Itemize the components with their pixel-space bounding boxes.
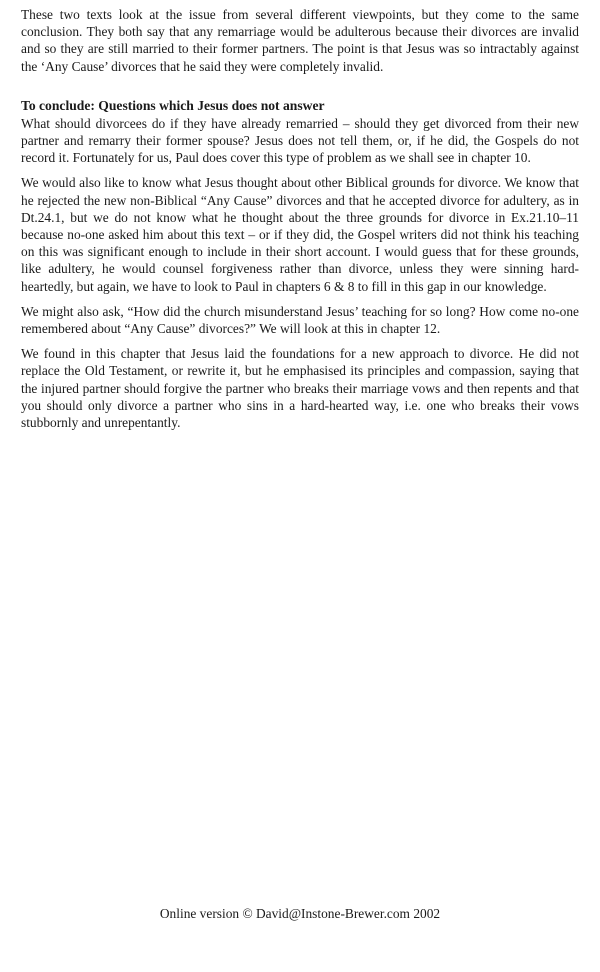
conclusion-section [21, 97, 579, 431]
section-heading: To conclude: Questions which Jesus does not answer [21, 97, 325, 113]
paragraph-remarried-divorcees: What should divorcees do if they have already remarried – should they get divorced from their new partner and remarry their former spouse? Jesus does not tell them, or, if he did, the Gospels do not record it. Fortunately for us, Paul does cover this type of problem as we shall see in chapter 10. [21, 115, 579, 166]
paragraph-biblical-grounds: We would also like to know what Jesus thought about other Biblical grounds for divorce. We know that he rejected the new non-Biblical “Any Cause” divorces and that he accepted divorce for adultery, as in Dt.24.1, but we do not know what he thought about the three grounds for divorce in Ex.21.10–11 because no-one asked him about this text – or if they did, the Gospel writers did not think his teaching on this was significant enough to include in their short account. I would guess that for these grounds, like adultery, he would counsel forgiveness rather than divorce, unless they were sinning hard-heartedly, but again, we have to look to Paul in chapters 6 & 8 to fill in this gap in our knowledge. [21, 175, 579, 294]
paragraph-chapter-summary: We found in this chapter that Jesus laid the foundations for a new approach to divorce. He did not replace the Old Testament, or rewrite it, but he emphasised its principles and compassion, saying that the injured partner should forgive the partner who breaks their marriage vows and then repents and that you should only divorce a partner who sins in a hard-hearted way, i.e. one who breaks their vows stubbornly and unrepentantly. [21, 346, 579, 431]
paragraph-church-misunderstanding: We might also ask, “How did the church misunderstand Jesus’ teaching for so long? How come no-one remembered about “Any Cause” divorces?” We will look at this in chapter 12. [21, 303, 579, 337]
footer-copyright: Online version © David@Instone-Brewer.com 2002 [159, 906, 441, 921]
document-page [21, 6, 579, 439]
intro-paragraph: These two texts look at the issue from several different viewpoints, but they come to the same conclusion. They both say that any remarriage would be adulterous because their divorces are invalid and so they are still married to their former partners. The point is that Jesus was so intractably against the ‘Any Cause’ divorces that he said they were completely invalid. [21, 7, 579, 74]
